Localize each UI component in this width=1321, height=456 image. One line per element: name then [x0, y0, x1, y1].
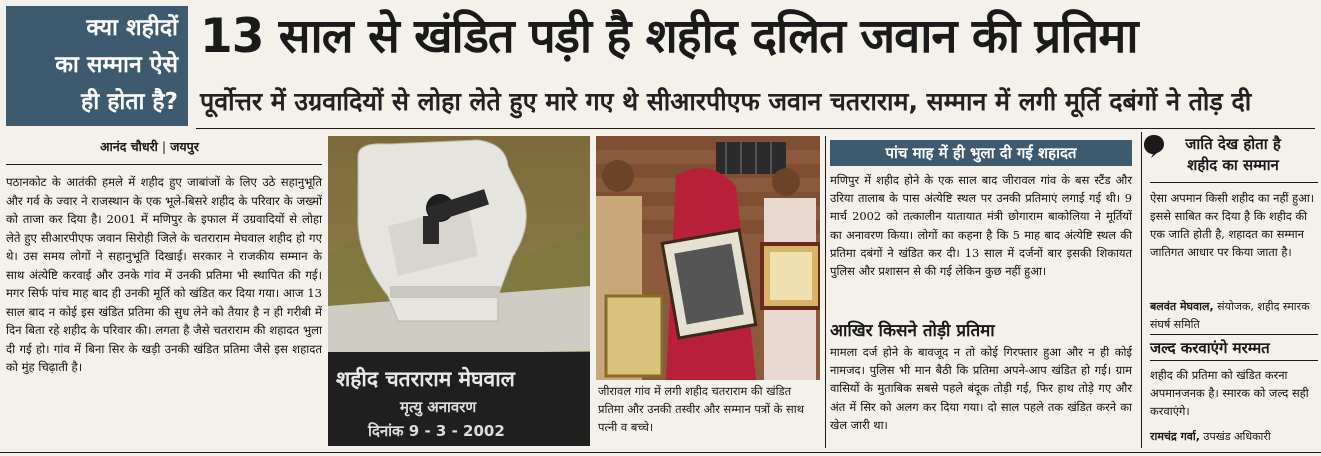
- kicker-line-2: का सम्मान ऐसे: [55, 52, 178, 78]
- column4-signature-2: [1150, 428, 1318, 446]
- column4-sub-rule: [1150, 360, 1318, 361]
- headline: 13 साल से खंडित पड़ी है शहीद दलित जवान की प्रतिमा: [200, 9, 1138, 64]
- bottom-rule: [0, 452, 1321, 453]
- byline-city: जयपुर: [170, 139, 199, 154]
- plaque-line-3: दिनांक 9 - 3 - 2002: [368, 422, 505, 440]
- photo-caption: जीरावल गांव में लगी शहीद चतराराम की खंडित प्रतिमा और उनकी तस्वीर और सम्मान पत्रों के साथ पत्नी व बच्चे।: [598, 384, 804, 434]
- plaque-line-2: मृत्यु अनावरण: [400, 398, 477, 416]
- column4-paragraph-2: शहीद की प्रतिमा को खंडित करना अपमानजनक है। स्मारक को जल्द सही करवाएंगे।: [1150, 368, 1309, 418]
- statue-photo: [328, 136, 590, 446]
- column4-subheading: जल्द करवाएंगे मरम्मत: [1150, 339, 1270, 357]
- column4-title: [1148, 134, 1318, 176]
- signature-2-name: रामचंद्र गर्वा,: [1150, 430, 1200, 443]
- column4-signature-1: [1150, 298, 1318, 334]
- byline-rule: [6, 164, 322, 165]
- byline-separator: |: [161, 139, 167, 154]
- column3-paragraph-1: मणिपुर में शहीद होने के एक साल बाद जीरावल गांव के बस स्टैंड और उरिया तालाब के पास अंत्येष्टि स्थल पर उनकी प्रतिमाएं लगाई गई थी। 9 मार्च 2002 को तत्कालीन यातायात मंत्री छोगाराम बाकोलिया ने मूर्तियों का अनावरण किया। लोगों का कहना है कि 5 माह बाद अंत्येष्टि स्थल की प्रतिमा दबंगों ने खंडित कर दी। 13 साल में दर्जनों बार इसकी शिकायत पुलिस और प्रशासन से की गई लेकिन कुछ नहीं हुआ।: [830, 173, 1132, 279]
- statue-illustration: [328, 136, 590, 446]
- column3-paragraph-2: मामला दर्ज होने के बावजूद न तो कोई गिरफ्तार हुआ और न ही कोई नामजद। पुलिस भी मान बैठी कि प्रतिमा अपने-आप खंडित हो गई। ग्राम वासियों के मुताबिक सबसे पहले बंदूक तोड़ी गई, फिर हाथ तोड़े गए और अंत में सिर को अलग कर दिया गया। दो साल पहले तक खंडित करने का खेल जारी था।: [830, 345, 1132, 432]
- column4-title-rule: [1150, 182, 1318, 183]
- column4-mid-rule: [1150, 334, 1318, 335]
- kicker-line-3: ही होता है?: [81, 89, 178, 115]
- subheadline: पूर्वोत्तर में उग्रवादियों से लोहा लेते हुए मारे गए थे सीआरपीएफ जवान चतराराम, सम्मान में लगी मूर्ति दबंगों ने तोड़ दी: [200, 87, 1252, 116]
- column-rule-2: [1141, 132, 1142, 448]
- top-rule: [196, 128, 1315, 129]
- plaque-line-1: शहीद चतराराम मेघवाल: [336, 367, 515, 391]
- byline-author: आनंद चौधरी: [100, 139, 158, 154]
- article-body: पठानकोट के आतंकी हमले में शहीद हुए जाबांजों के लिए उठे सहानुभूति और गर्व के ज्वार ने राजस्थान के एक भूले-बिसरे शहीद के परिवार के जख्मों को ताजा कर दिया है। 2001 में मणिपुर के इफाल में उग्रवादियों से लोहा लेते हुए सीआरपीएफ जवान सिरोही जिले के चतराराम मेघवाल शहीद हो गए थे। उस समय लोगों ने सहानुभूति दिखाई। सरकार ने राजकीय सम्मान के साथ अंत्येष्टि करवाई और उनके गांव में उनकी प्रतिमा भी स्थापित की गई। मगर सिर्फ पांच माह बाद ही उनकी मूर्ति को खंडित कर दिया गया। आज 13 साल बाद न कोई इस खंडित प्रतिमा की सुध लेने को तैयार है न ही गरीबी में दिन बिता रहे शहीद के परिवार की। लगता है जैसे चतराराम की शहादत भुला दी गई हो। गांव में बिना सिर के खड़ी उनकी खंडित प्रतिमा जैसे इस शहादत को मुंह चिढ़ाती है।: [6, 175, 322, 374]
- family-photo: [596, 136, 820, 380]
- signature-2-role: उपखंड अधिकारी: [1203, 430, 1271, 443]
- kicker-line-1: क्या शहीदों: [86, 15, 178, 41]
- signature-1-name: बलवंत मेघवाल,: [1150, 300, 1214, 313]
- column3-subheading: आखिर किसने तोड़ी प्रतिमा: [830, 321, 995, 341]
- section-title: पांच माह में ही भुला दी गई शहादत: [830, 140, 1132, 166]
- column4-title-line-1: जाति देख होता है: [1185, 135, 1281, 153]
- column4-title-line-2: शहीद का सम्मान: [1187, 156, 1279, 174]
- byline: [100, 138, 199, 155]
- column4-paragraph-1: ऐसा अपमान किसी शहीद का नहीं हुआ। इससे साबित कर दिया है कि शहीद की एक जाति होती है, शहादत का सम्मान जातिगत आधार पर किया जाता है।: [1150, 191, 1315, 259]
- column-rule-1: [825, 136, 826, 448]
- signature-1-role: संयोजक, शहीद स्मारक संघर्ष समिति: [1150, 300, 1310, 331]
- kicker-box: [6, 6, 188, 126]
- family-illustration: [596, 136, 820, 380]
